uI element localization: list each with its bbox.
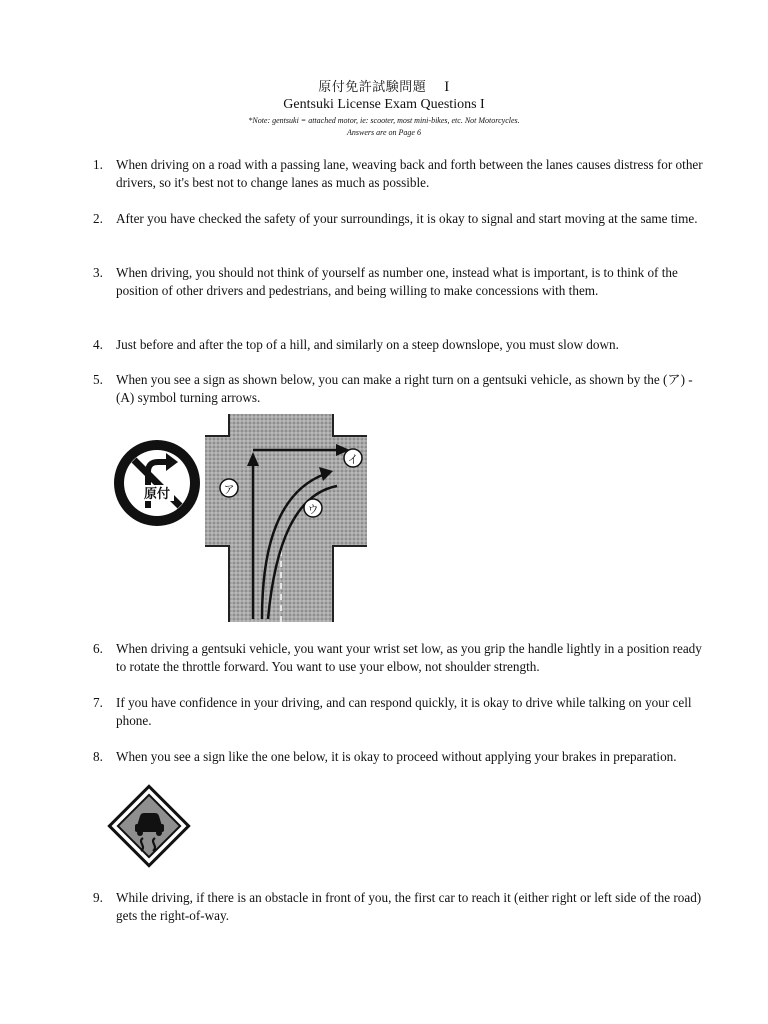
- question-number: 9.: [93, 890, 103, 905]
- question-number: 5.: [93, 372, 103, 387]
- question-5: [93, 371, 708, 407]
- title-roman-numeral: I: [444, 79, 450, 95]
- slippery-road-sign-icon: [107, 784, 191, 868]
- question-text: While driving, if there is an obstacle in front of you, the first car to reach it (either right or left side of the road) gets the right-of-way.: [116, 890, 702, 923]
- question-number: 6.: [93, 641, 103, 656]
- question-text: When driving on a road with a passing lane, weaving back and forth between the lanes causes distress for other drivers, so it's best not to change lanes as much as possible.: [116, 157, 703, 190]
- question-9: [93, 889, 708, 925]
- question-4: [93, 336, 708, 354]
- question-text: When you see a sign like the one below, it is okay to proceed without applying your brakes in preparation.: [116, 749, 677, 764]
- question-text: Just before and after the top of a hill, and similarly on a steep downslope, you must slow down.: [116, 337, 619, 352]
- title-jp-text: 原付免許試験問題: [318, 80, 427, 95]
- label-c: ウ: [307, 503, 319, 516]
- question-7: [93, 694, 708, 730]
- title-note: *Note: gentsuki = attached motor, ie: scooter, most mini-bikes, etc. Not Motorcycles.: [248, 116, 520, 125]
- question-3: [93, 264, 708, 300]
- no-right-turn-sign-icon: [112, 438, 202, 528]
- question-number: 7.: [93, 695, 103, 710]
- question-6: [93, 640, 708, 676]
- answers-note: Answers are on Page 6: [347, 128, 421, 137]
- question-number: 2.: [93, 211, 103, 226]
- question-text: When you see a sign as shown below, you can make a right turn on a gentsuki vehicle, as shown by the (ア) - (A) symbol turning arrows.: [116, 372, 693, 405]
- title-english: Gentsuki License Exam Questions I: [283, 97, 485, 112]
- question-2: [93, 210, 708, 228]
- label-b: イ: [347, 453, 359, 466]
- question-1: [93, 156, 708, 192]
- question-number: 4.: [93, 337, 103, 352]
- question-text: If you have confidence in your driving, and can respond quickly, it is okay to drive while talking on your cell phone.: [116, 695, 692, 728]
- intersection-diagram: [205, 414, 367, 622]
- sign-label: 原付: [143, 487, 171, 502]
- title-japanese: [0, 76, 768, 96]
- question-8: [93, 748, 708, 766]
- question-text: When driving, you should not think of yourself as number one, instead what is important, is to think of the position of other drivers and pedestrians, and being willing to make concessions with them.: [116, 265, 678, 298]
- label-a: ア: [223, 483, 235, 496]
- question-text: When driving a gentsuki vehicle, you want your wrist set low, as you grip the handle lightly in a position ready to rotate the throttle forward. You want to use your elbow, not shoulder strength.: [116, 641, 702, 674]
- question-number: 1.: [93, 157, 103, 172]
- question-text: After you have checked the safety of your surroundings, it is okay to signal and start moving at the same time.: [116, 211, 698, 226]
- question-number: 3.: [93, 265, 103, 280]
- question-number: 8.: [93, 749, 103, 764]
